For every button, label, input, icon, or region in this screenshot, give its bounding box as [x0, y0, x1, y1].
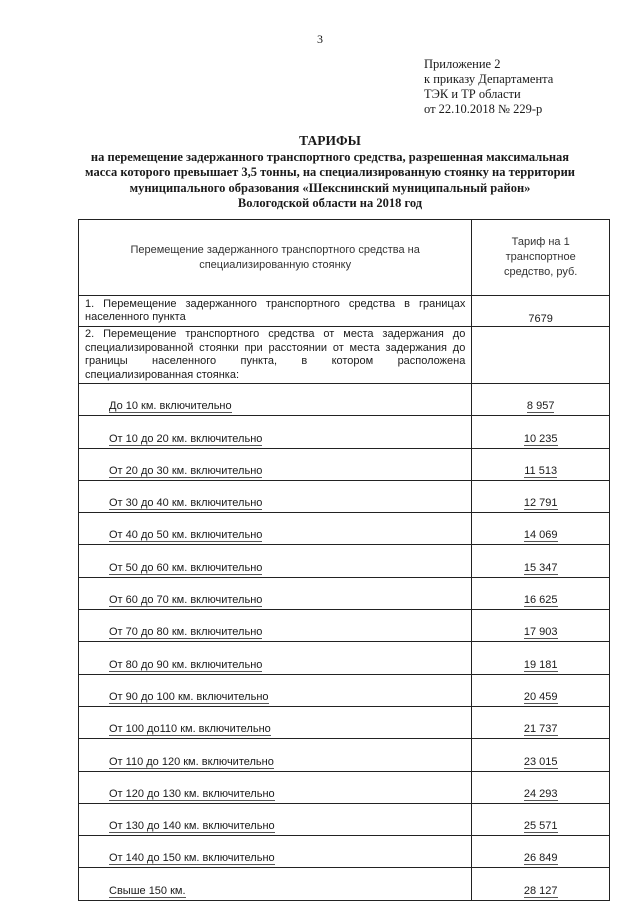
distance-label: От 100 до110 км. включительно: [109, 723, 271, 736]
title-line: на перемещение задержанного транспортного средства, разрешенная максимальная: [90, 149, 570, 164]
distance-label: От 110 до 120 км. включительно: [109, 755, 274, 768]
distance-cell: [79, 384, 472, 416]
table-row: [79, 384, 610, 416]
section2-description: 2. Перемещение транспортного средства от места задержания до специализированной стоянки при расстоянии от места задержания до границы населенного пункта, в котором расположена специализированная стоянка:: [79, 327, 472, 384]
table-row: [79, 674, 610, 706]
title-main: ТАРИФЫ: [299, 133, 361, 148]
distance-cell: [79, 868, 472, 900]
price-cell: [472, 513, 610, 545]
title-line: Вологодской области на 2018 год: [237, 196, 423, 210]
section1-price: 7679: [472, 296, 610, 327]
table-row: [79, 480, 610, 512]
price-cell: [472, 674, 610, 706]
appendix-line: ТЭК и ТР области: [424, 87, 521, 101]
distance-label: От 70 до 80 км. включительно: [109, 626, 263, 639]
distance-cell: [79, 642, 472, 674]
price-value: 25 571: [523, 820, 558, 833]
price-value: 19 181: [523, 658, 558, 671]
appendix-line: Приложение 2: [424, 57, 501, 71]
appendix-line: от 22.10.2018 № 229-р: [424, 102, 543, 116]
section2-price-empty: [472, 327, 610, 384]
price-cell: [472, 739, 610, 771]
distance-cell: [79, 545, 472, 577]
distance-cell: [79, 513, 472, 545]
distance-label: От 130 до 140 км. включительно: [109, 820, 275, 833]
price-value: 17 903: [523, 626, 558, 639]
distance-cell: [79, 416, 472, 448]
price-cell: [472, 771, 610, 803]
title-line: масса которого превышает 3,5 тонны, на специализированную стоянку на территории: [85, 165, 575, 179]
table-row: [79, 836, 610, 868]
header-price: Тариф на 1 транспортное средство, руб.: [472, 220, 610, 296]
distance-label: От 140 до 150 км. включительно: [109, 852, 275, 865]
price-value: 28 127: [523, 884, 558, 897]
appendix-line: к приказу Департамента: [424, 72, 554, 86]
table-row: [79, 416, 610, 448]
section1-description: 1. Перемещение задержанного транспортного средства в границах населенного пункта: [79, 296, 472, 327]
price-value: 23 015: [523, 755, 558, 768]
distance-cell: [79, 803, 472, 835]
distance-cell: [79, 448, 472, 480]
price-value: 16 625: [523, 594, 558, 607]
price-value: 20 459: [523, 690, 558, 703]
table-row: [79, 803, 610, 835]
distance-label: От 30 до 40 км. включительно: [109, 497, 263, 510]
header-description: Перемещение задержанного транспортного средства на специализированную стоянку: [79, 220, 472, 296]
price-cell: [472, 448, 610, 480]
table-row: [79, 545, 610, 577]
distance-cell: [79, 674, 472, 706]
price-cell: [472, 803, 610, 835]
price-cell: [472, 642, 610, 674]
price-value: 11 513: [524, 464, 558, 477]
title-line: муниципального образования «Шекснинский муниципальный район»: [129, 180, 531, 195]
appendix-block: [424, 57, 553, 117]
table-row: [79, 868, 610, 900]
table-row: [79, 771, 610, 803]
table-row: [79, 739, 610, 771]
distance-label: От 50 до 60 км. включительно: [109, 561, 263, 574]
price-cell: [472, 416, 610, 448]
price-cell: [472, 610, 610, 642]
price-cell: [472, 384, 610, 416]
price-cell: [472, 706, 610, 738]
price-cell: [472, 577, 610, 609]
table-row: [79, 706, 610, 738]
price-cell: [472, 545, 610, 577]
document-title: [70, 133, 590, 212]
distance-cell: [79, 480, 472, 512]
table-row: [79, 577, 610, 609]
section2-row: [79, 327, 610, 384]
tariff-table: [78, 219, 610, 901]
section1-row: [79, 296, 610, 327]
price-cell: [472, 480, 610, 512]
distance-label: От 90 до 100 км. включительно: [109, 690, 269, 703]
distance-label: От 120 до 130 км. включительно: [109, 787, 275, 800]
price-value: 14 069: [523, 529, 558, 542]
price-value: 15 347: [523, 561, 558, 574]
price-cell: [472, 836, 610, 868]
distance-cell: [79, 836, 472, 868]
table-row: [79, 513, 610, 545]
distance-label: От 40 до 50 км. включительно: [109, 529, 263, 542]
distance-label: Свыше 150 км.: [109, 884, 186, 897]
distance-cell: [79, 771, 472, 803]
distance-label: От 10 до 20 км. включительно: [109, 432, 263, 445]
distance-label: До 10 км. включительно: [109, 400, 232, 413]
distance-label: От 80 до 90 км. включительно: [109, 658, 263, 671]
price-value: 8 957: [526, 400, 555, 413]
price-value: 26 849: [523, 852, 558, 865]
distance-cell: [79, 577, 472, 609]
distance-cell: [79, 739, 472, 771]
price-value: 21 737: [523, 723, 558, 736]
distance-cell: [79, 706, 472, 738]
price-value: 24 293: [523, 787, 558, 800]
distance-label: От 20 до 30 км. включительно: [109, 464, 263, 477]
price-value: 12 791: [523, 497, 558, 510]
table-row: [79, 642, 610, 674]
table-row: [79, 610, 610, 642]
price-cell: [472, 868, 610, 900]
distance-cell: [79, 610, 472, 642]
distance-label: От 60 до 70 км. включительно: [109, 594, 263, 607]
price-value: 10 235: [523, 432, 558, 445]
table-row: [79, 448, 610, 480]
table-header-row: [79, 220, 610, 296]
page-number: 3: [317, 32, 323, 46]
